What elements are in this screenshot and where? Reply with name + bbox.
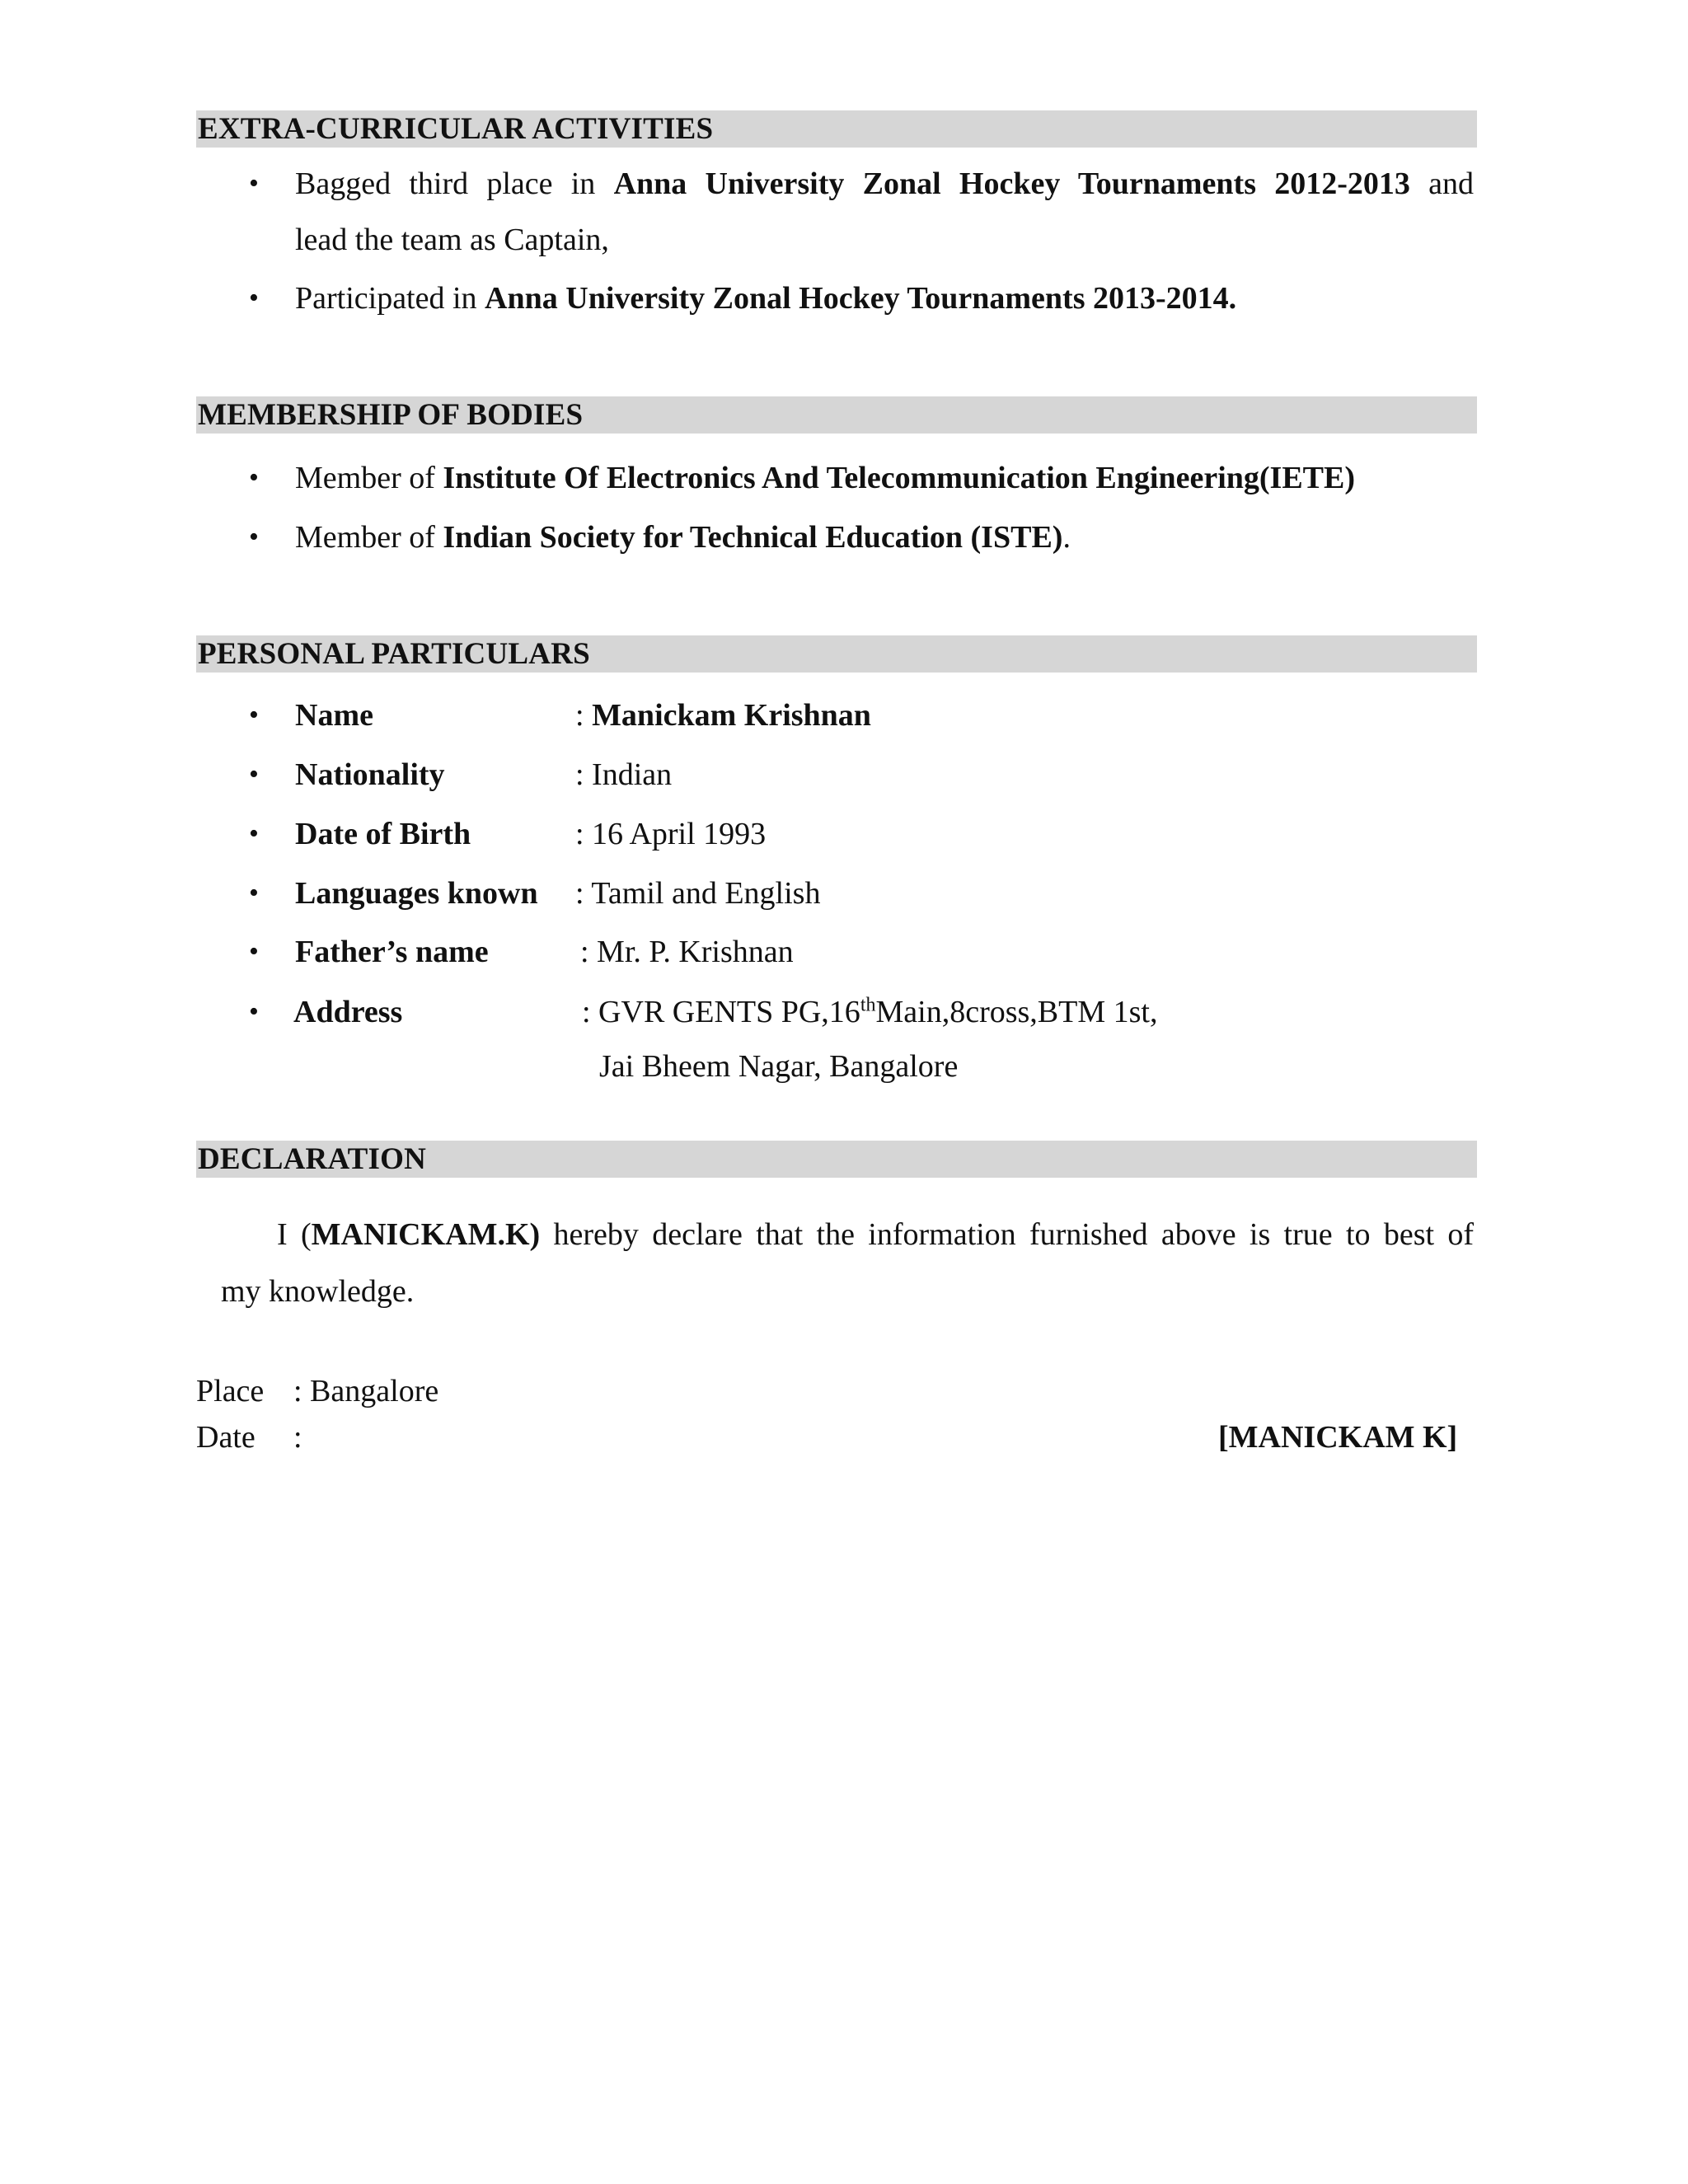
languages-value: : Tamil and English <box>575 876 821 911</box>
section-header-declaration <box>196 1141 1477 1178</box>
place-value: : Bangalore <box>293 1374 439 1408</box>
bullet-icon: • <box>249 996 259 1027</box>
declaration-text-continuation: my knowledge. <box>221 1274 415 1309</box>
bullet-icon: • <box>249 462 259 493</box>
declaration-name: MANICKAM.K) <box>311 1217 541 1252</box>
address-text: : GVR GENTS PG,16 <box>582 995 860 1029</box>
nationality-value: : Indian <box>575 757 673 792</box>
bullet-icon: • <box>249 759 259 790</box>
separator: : <box>575 698 584 733</box>
bullet-icon: • <box>249 878 259 908</box>
declaration-text-post: hereby declare that the information furnished above is true to best of <box>553 1217 1475 1252</box>
item-bold-text: Anna University Zonal Hockey Tournaments 2013-2014. <box>485 281 1237 316</box>
father-name-value: : Mr. P. Krishnan <box>580 935 794 969</box>
signature-name: [MANICKAM K] <box>1218 1420 1458 1455</box>
declaration-text-pre: I ( <box>277 1217 312 1252</box>
item-text: Member of <box>295 461 435 495</box>
nationality-label: Nationality <box>295 757 445 792</box>
bullet-icon: • <box>249 283 259 313</box>
list-item <box>295 279 1236 318</box>
section-title: MEMBERSHIP OF BODIES <box>198 398 584 432</box>
section-header-extracurricular <box>196 110 1477 148</box>
list-item <box>295 164 1474 204</box>
list-item <box>295 458 1355 498</box>
item-text: Bagged third place in <box>295 166 596 201</box>
section-title: PERSONAL PARTICULARS <box>198 637 590 671</box>
name-value <box>575 696 871 735</box>
bullet-icon: • <box>249 168 259 199</box>
bullet-icon: • <box>249 818 259 849</box>
father-name-label: Father’s name <box>295 935 489 969</box>
address-value <box>582 992 1157 1032</box>
item-bold-text: Anna University Zonal Hockey Tournaments 2012-2013 <box>613 166 1410 201</box>
place-label: Place <box>196 1374 265 1408</box>
item-bold-text: Institute Of Electronics And Telecommunication Engineering(IETE) <box>443 461 1356 495</box>
bullet-icon: • <box>249 700 259 730</box>
section-header-membership <box>196 396 1477 434</box>
address-label: Address <box>293 995 403 1029</box>
bullet-icon: • <box>249 936 259 967</box>
address-text: Main,8cross,BTM 1st, <box>875 995 1158 1029</box>
item-text: Participated in <box>295 281 477 316</box>
item-text: and <box>1428 166 1475 201</box>
address-sup: th <box>860 994 876 1016</box>
name-label: Name <box>295 698 373 733</box>
dob-label: Date of Birth <box>295 817 471 851</box>
name-value-text: Manickam Krishnan <box>592 698 871 733</box>
item-text: . <box>1062 520 1071 555</box>
date-value: : <box>293 1420 302 1455</box>
languages-label: Languages known <box>295 876 538 911</box>
list-item-continuation: lead the team as Captain, <box>295 223 609 257</box>
address-line2: Jai Bheem Nagar, Bangalore <box>599 1049 959 1084</box>
bullet-icon: • <box>249 522 259 552</box>
item-text: Member of <box>295 520 435 555</box>
section-title: EXTRA-CURRICULAR ACTIVITIES <box>198 112 714 146</box>
section-title: DECLARATION <box>198 1142 426 1176</box>
dob-value: : 16 April 1993 <box>575 817 767 851</box>
section-header-personal <box>196 635 1477 673</box>
item-bold-text: Indian Society for Technical Education (ISTE) <box>443 520 1063 555</box>
list-item <box>295 518 1071 557</box>
date-label: Date <box>196 1420 256 1455</box>
declaration-text <box>277 1215 1474 1254</box>
